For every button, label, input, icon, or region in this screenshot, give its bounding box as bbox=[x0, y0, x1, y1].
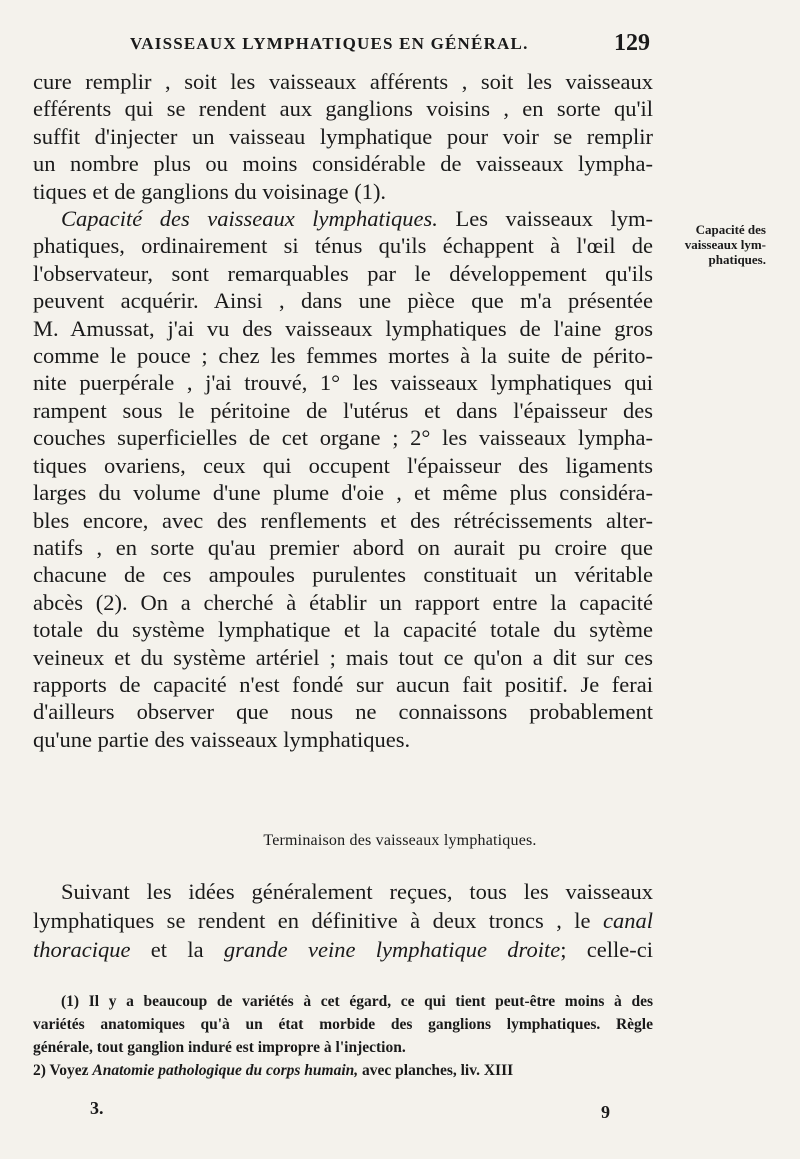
text-line: totale du système lymphatique et la capacité totale du sytème bbox=[33, 617, 653, 643]
text-line: M. Amussat, j'ai vu des vaisseaux lymphatiques de l'aine gros bbox=[33, 315, 653, 341]
page-number: 129 bbox=[614, 30, 650, 56]
text-line bbox=[33, 935, 653, 964]
footnote-line: (1) Il y a beaucoup de variétés à cet égard, ce qui tient peut-être moins à des bbox=[61, 993, 653, 1010]
paragraph-lead-rest: Les vaisseaux lym- bbox=[437, 206, 653, 232]
text-line: rampent sous le péritoine de l'utérus et dans l'épaisseur des bbox=[33, 397, 653, 423]
text-line: larges du volume d'une plume d'oie , et même plus considéra- bbox=[33, 480, 653, 506]
text-run: et la bbox=[130, 937, 224, 962]
section-heading: Terminaison des vaisseaux lymphatiques. bbox=[263, 832, 537, 849]
margin-note-line: Capacité des bbox=[695, 222, 766, 237]
footnotes bbox=[33, 990, 653, 1082]
text-line: abcès (2). On a cherché à établir un rapport entre la capacité bbox=[33, 589, 653, 615]
text-line: natifs , en sorte qu'au premier abord on aurait pu croire que bbox=[33, 534, 653, 560]
text-line: tiques ovariens, ceux qui occupent l'épaisseur des ligaments bbox=[33, 452, 653, 478]
margin-note-line: phatiques. bbox=[708, 252, 766, 267]
text-line: un nombre plus ou moins considérable de vaisseaux lympha- bbox=[33, 151, 653, 177]
page-footer bbox=[90, 1098, 610, 1128]
footnote-italic: Anatomie pathologique du corps humain, bbox=[92, 1062, 359, 1079]
footnote-run: avec planches, liv. XIII bbox=[358, 1062, 514, 1079]
text-line: couches superficielles de cet organe ; 2° les vaisseaux lympha- bbox=[33, 425, 653, 451]
text-run: ; celle-ci bbox=[560, 937, 653, 962]
running-head bbox=[130, 30, 650, 64]
margin-note bbox=[662, 222, 766, 267]
footnote-line: générale, tout ganglion induré est impropre à l'injection. bbox=[33, 1039, 406, 1056]
text-line: tiques et de ganglions du voisinage (1). bbox=[33, 178, 387, 204]
footnote-line bbox=[33, 1059, 653, 1082]
text-line: Suivant les idées généralement reçues, tous les vaisseaux bbox=[61, 879, 653, 904]
footnote-run: 2) Voyez bbox=[33, 1062, 93, 1079]
text-line: comme le pouce ; chez les femmes mortes à la suite de périto- bbox=[33, 343, 653, 369]
text-line: cure remplir , soit les vaisseaux afférents , soit les vaisseaux bbox=[33, 69, 653, 94]
italic-term: thoracique bbox=[33, 937, 131, 962]
text-line: l'observateur, sont remarquables par le développement qu'ils bbox=[33, 260, 653, 286]
text-line bbox=[33, 906, 653, 935]
margin-note-line: vaisseaux lym- bbox=[684, 237, 766, 252]
italic-term: grande veine lymphatique droite bbox=[223, 937, 561, 962]
signature-number: 9 bbox=[601, 1102, 610, 1122]
text-line: phatiques, ordinairement si ténus qu'ils échappent à l'œil de bbox=[33, 233, 653, 259]
text-line: d'ailleurs observer que nous ne connaissons probablement bbox=[33, 699, 653, 725]
signature-mark: 3. bbox=[90, 1098, 104, 1118]
paragraph-lead-italic: Capacité des vaisseaux lymphatiques. bbox=[61, 206, 438, 232]
paragraph-lead-line bbox=[33, 205, 653, 232]
text-line: nite puerpérale , j'ai trouvé, 1° les vaisseaux lymphatiques qui bbox=[33, 370, 653, 396]
section-text-block bbox=[33, 877, 653, 964]
text-line: chacune de ces ampoules purulentes constituait un véritable bbox=[33, 562, 653, 588]
text-line: efférents qui se rendent aux ganglions voisins , en sorte qu'il bbox=[33, 96, 653, 122]
running-title: VAISSEAUX LYMPHATIQUES EN GÉNÉRAL. bbox=[130, 34, 529, 53]
footnote-line: variétés anatomiques qu'à un état morbide des ganglions lymphatiques. Règle bbox=[33, 1016, 653, 1033]
text-run: lymphatiques se rendent en définitive à deux troncs , le bbox=[33, 908, 603, 933]
text-line: suffit d'injecter un vaisseau lymphatique pour voir se remplir bbox=[33, 123, 653, 149]
text-line: veineux et du système artériel ; mais tout ce qu'on a dit sur ces bbox=[33, 644, 653, 670]
main-text-block bbox=[33, 68, 653, 753]
text-line: rapports de capacité n'est fondé sur aucun fait positif. Je ferai bbox=[33, 671, 653, 697]
text-line: qu'une partie des vaisseaux lymphatiques. bbox=[33, 726, 411, 752]
text-line: bles encore, avec des renflements et des rétrécissements alter- bbox=[33, 507, 653, 533]
text-line: peuvent acquérir. Ainsi , dans une pièce que m'a présentée bbox=[33, 288, 653, 314]
italic-term: canal bbox=[603, 908, 653, 933]
